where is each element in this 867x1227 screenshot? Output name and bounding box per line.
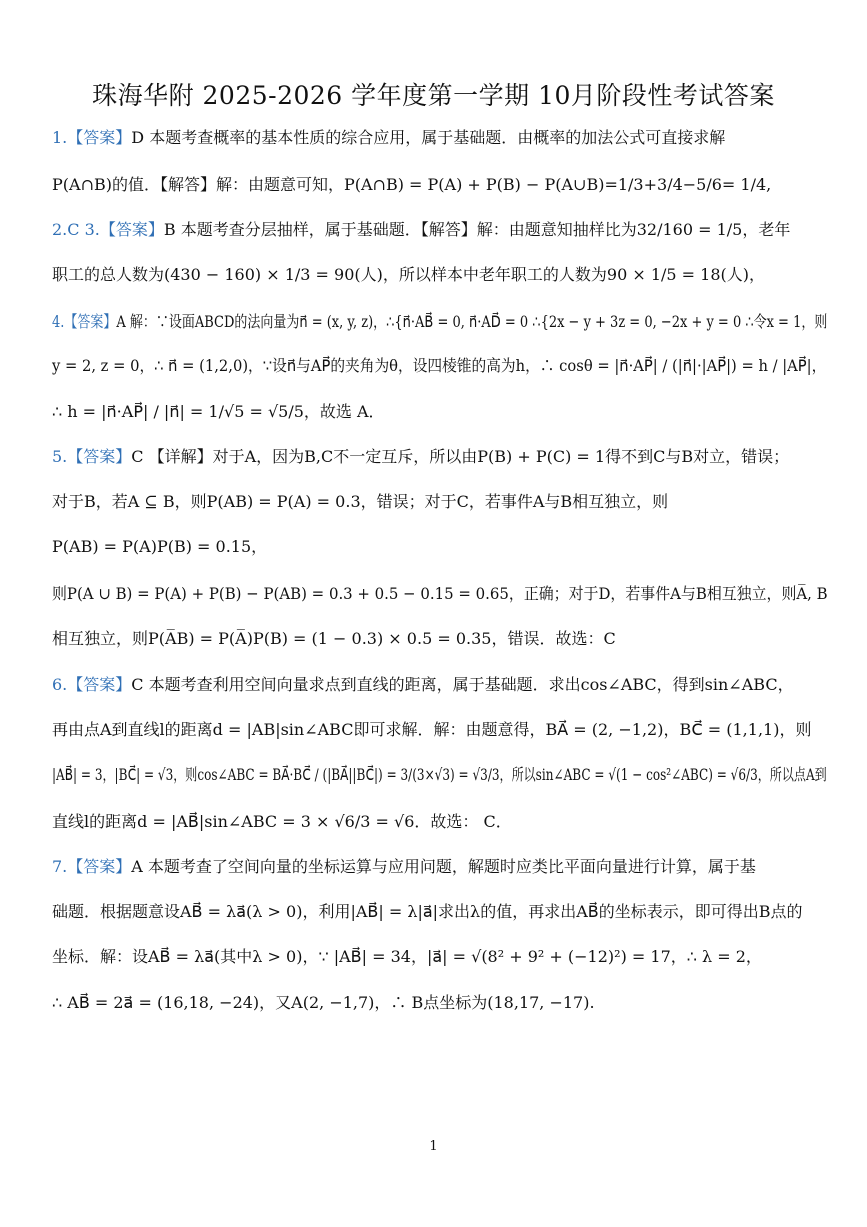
answer-text: 坐标．解：设AB⃗ = λa⃗(其中λ > 0)，∵ |AB⃗| = 34，|a⃗| = √(8² + 9² + (−12)²) = 17，∴ λ = 2， xyxy=(52,947,762,966)
answer-line xyxy=(52,220,827,240)
question-number: 7. xyxy=(52,857,68,876)
answer-line xyxy=(52,356,827,376)
answer-text: A 解：∵设面ABCD的法向量为n⃗ = (x, y, z)，∴{n⃗·AB⃗ = 0, n⃗·AD⃗ = 0 ∴{2x − y + 3z = 0, −2x + y = 0 ∴令x = 1，则 xyxy=(116,312,828,331)
answer-text: 职工的总人数为(430 − 160) × 1/3 = 90(人)，所以样本中老年职工的人数为90 × 1/5 = 18(人)， xyxy=(52,265,766,284)
answer-line xyxy=(52,402,827,422)
question-number: 6. xyxy=(52,675,68,694)
answer-line xyxy=(52,492,827,512)
answer-line xyxy=(52,812,827,832)
answer-line xyxy=(52,312,828,332)
answer-text: 再由点A到直线l的距离d = |AB|sin∠ABC即可求解．解：由题意得，BA⃗ = (2, −1,2)，BC⃗ = (1,1,1)，则 xyxy=(52,720,812,739)
answer-line xyxy=(52,175,827,195)
answer-line xyxy=(52,128,827,148)
answer-tag: 【答案】 xyxy=(64,312,117,331)
answer-text: D 本题考查概率的基本性质的综合应用，属于基础题．由概率的加法公式可直接求解 xyxy=(131,128,726,147)
answer-text: 则P(A ∪ B) = P(A) + P(B) − P(AB) = 0.3 + 0.5 − 0.15 = 0.65，正确；对于D，若事件A与B相互独立，则A̅, B xyxy=(52,584,828,603)
answer-line xyxy=(52,447,827,467)
answer-line xyxy=(52,947,827,967)
answer-text: 础题．根据题意设AB⃗ = λa⃗(λ > 0)，利用|AB⃗| = λ|a⃗|求出λ的值，再求出AB⃗的坐标表示，即可得出B点的 xyxy=(52,902,803,921)
answer-tag: 【答案】 xyxy=(67,857,132,876)
answer-tag: 【答案】 xyxy=(99,220,164,239)
answer-text: C 【详解】对于A，因为B,C不一定互斥，所以由P(B) + P(C) = 1得不到C与B对立，错误； xyxy=(131,447,790,466)
answer-line xyxy=(52,857,827,877)
answer-text: A 本题考查了空间向量的坐标运算与应用问题，解题时应类比平面向量进行计算，属于基 xyxy=(131,857,756,876)
answer-tag: 【答案】 xyxy=(67,128,132,147)
question-number: 4. xyxy=(52,312,65,331)
answer-text: |AB⃗| = 3，|BC⃗| = √3，则cos∠ABC = BA⃗·BC⃗ / (|BA⃗||BC⃗|) = 3/(3×√3) = √3/3，所以sin∠ABC = √(1 − cos²∠ABC) = √6/3，所以点A到 xyxy=(52,765,827,784)
answer-text: 直线l的距离d = |AB⃗|sin∠ABC = 3 × √6/3 = √6．故选： C． xyxy=(52,812,512,831)
answer-text: ∴ AB⃗ = 2a⃗ = (16,18, −24)，又A(2, −1,7)，∴ B点坐标为(18,17, −17). xyxy=(52,993,595,1012)
answer-line xyxy=(52,675,827,695)
answer-line xyxy=(52,584,828,604)
answer-text: y = 2, z = 0，∴ n⃗ = (1,2,0)，∵设n⃗与AP⃗的夹角为θ，设四棱锥的高为h，∴ cosθ = |n⃗·AP⃗| / (|n⃗|·|AP⃗|) = h / |AP⃗|， xyxy=(52,356,827,375)
answer-line xyxy=(52,765,827,785)
answer-text: C 本题考查利用空间向量求点到直线的距离，属于基础题．求出cos∠ABC，得到sin∠ABC， xyxy=(131,675,794,694)
question-number: 1. xyxy=(52,128,68,147)
answer-text: 对于B，若A ⊆ B，则P(AB) = P(A) = 0.3，错误；对于C，若事件A与B相互独立，则 xyxy=(52,492,669,511)
answer-line xyxy=(52,629,827,649)
answer-text: ∴ h = |n⃗·AP⃗| / |n⃗| = 1/√5 = √5/5，故选 A． xyxy=(52,402,385,421)
answer-line xyxy=(52,902,827,922)
document-title: 珠海华附 2025-2026 学年度第一学期 10月阶段性考试答案 xyxy=(92,81,775,110)
answer-line xyxy=(52,537,827,557)
answer-text: P(A∩B)的值．【解答】解：由题意可知，P(A∩B) = P(A) + P(B) − P(A∪B)=1/3+3/4−5/6= 1/4, xyxy=(52,175,772,194)
answer-line xyxy=(52,265,827,285)
answer-tag: 【答案】 xyxy=(67,447,132,466)
answer-line xyxy=(52,993,827,1013)
question-number: 5. xyxy=(52,447,68,466)
answer-text: P(AB) = P(A)P(B) = 0.15， xyxy=(52,537,268,556)
answer-tag: 【答案】 xyxy=(67,675,132,694)
question-number: 2.C 3. xyxy=(52,220,100,239)
answer-line xyxy=(52,720,827,740)
page-number: 1 xyxy=(429,1139,438,1154)
answer-text: 相互独立，则P(A̅B) = P(A̅)P(B) = (1 − 0.3) × 0.5 = 0.35，错误．故选：C xyxy=(52,629,616,648)
answer-text: B 本题考查分层抽样，属于基础题．【解答】解：由题意知抽样比为32/160 = 1/5，老年 xyxy=(163,220,791,239)
